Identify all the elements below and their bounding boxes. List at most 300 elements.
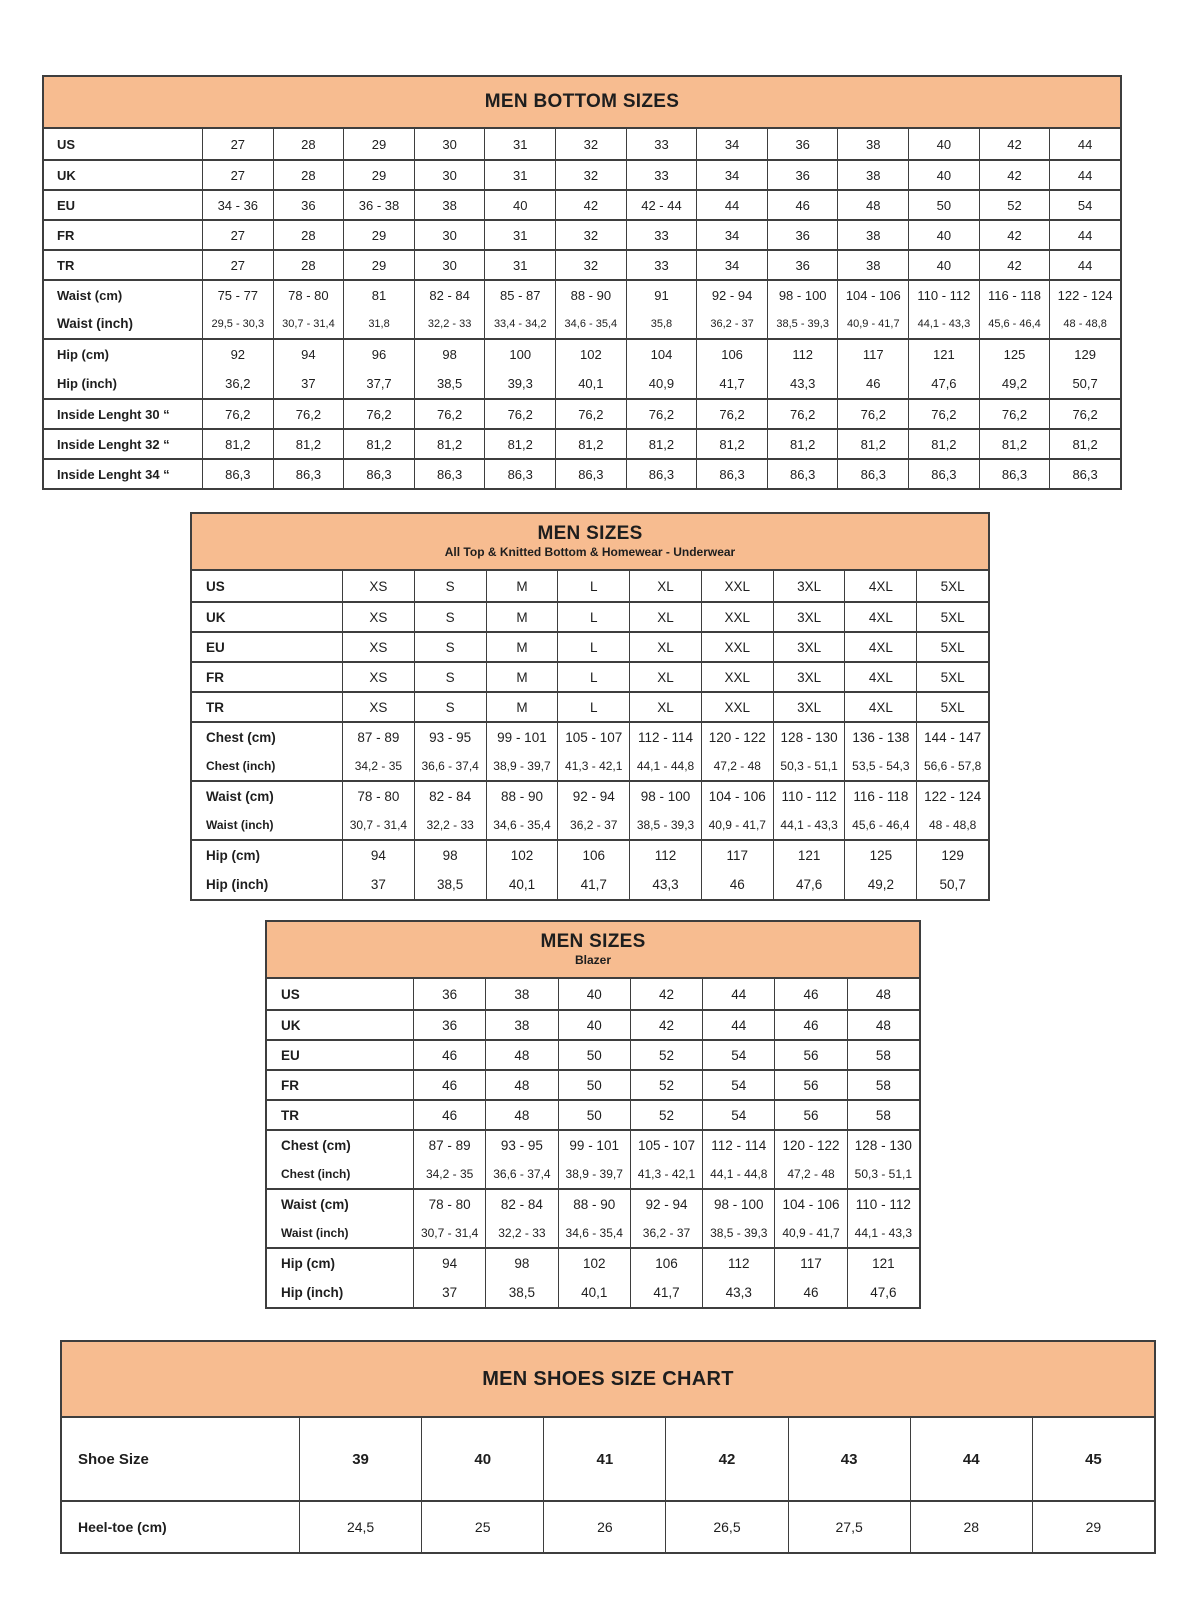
value-cell: 45,6 - 46,4: [979, 309, 1050, 338]
value-cell: 36: [767, 221, 838, 249]
table-title: MEN SIZES: [537, 522, 643, 544]
row-label: UK: [281, 1017, 301, 1033]
value-cell: 33: [626, 251, 697, 279]
value-cell: 27: [202, 161, 273, 189]
row-label: Chest (cm): [281, 1137, 351, 1153]
value-cell: 3XL: [773, 663, 845, 691]
value-cell: 112 - 114: [702, 1131, 774, 1159]
value-cell: 112 - 114: [629, 723, 701, 751]
value-cell: 41,7: [696, 368, 767, 398]
value-cell: 99 - 101: [486, 723, 558, 751]
value-cell: 81,2: [626, 430, 697, 458]
value-cell: 3XL: [773, 571, 845, 601]
value-cell: 58: [847, 1101, 919, 1129]
value-cell: S: [414, 603, 486, 631]
table-row: [192, 780, 988, 810]
value-cell: XS: [342, 603, 414, 631]
value-cell: 36,2: [202, 368, 273, 398]
value-cell: 128 - 130: [847, 1131, 919, 1159]
value-cell: 48: [485, 1101, 557, 1129]
value-cell: 76,2: [979, 400, 1050, 428]
table-row: [44, 398, 1120, 428]
value-cell: 36: [767, 251, 838, 279]
value-cell: 34,2 - 35: [413, 1159, 485, 1188]
value-cell: XXL: [701, 571, 773, 601]
value-cell: 29: [343, 251, 414, 279]
value-cell: 29: [343, 161, 414, 189]
value-cell: 112: [702, 1249, 774, 1277]
table-row: [267, 1277, 919, 1307]
row-label: Inside Lenght 30 “: [57, 406, 170, 422]
value-cell: 41,3 - 42,1: [557, 751, 629, 780]
value-cell: 94: [413, 1249, 485, 1277]
value-cell: 50,7: [916, 869, 988, 899]
value-cell: 81,2: [202, 430, 273, 458]
value-cell: 92 - 94: [557, 782, 629, 810]
value-cell: 36: [413, 979, 485, 1009]
value-cell: 44: [910, 1418, 1032, 1500]
value-cell: 34: [696, 251, 767, 279]
value-cell: 38,9 - 39,7: [558, 1159, 630, 1188]
value-cell: 47,6: [773, 869, 845, 899]
value-cell: 86,3: [626, 460, 697, 488]
value-cell: 32,2 - 33: [414, 309, 485, 338]
value-cell: S: [414, 663, 486, 691]
value-cell: 81,2: [1049, 430, 1120, 458]
value-cell: 42: [665, 1418, 787, 1500]
table-body: [44, 129, 1120, 488]
value-cell: XXL: [701, 633, 773, 661]
value-cell: M: [486, 663, 558, 691]
value-cell: 38,5 - 39,3: [629, 810, 701, 839]
value-cell: 120 - 122: [774, 1131, 846, 1159]
value-cell: L: [557, 633, 629, 661]
value-cell: 82 - 84: [414, 281, 485, 309]
value-cell: 34,6 - 35,4: [555, 309, 626, 338]
value-cell: 78 - 80: [273, 281, 344, 309]
table-title: MEN BOTTOM SIZES: [484, 91, 680, 113]
value-cell: 129: [1049, 340, 1120, 368]
value-cell: 33: [626, 161, 697, 189]
row-label: Waist (inch): [57, 316, 133, 331]
value-cell: 38,5: [414, 368, 485, 398]
row-label: Waist (inch): [206, 817, 274, 832]
table-row: [267, 1159, 919, 1188]
value-cell: XXL: [701, 693, 773, 721]
value-cell: 76,2: [273, 400, 344, 428]
value-cell: 5XL: [916, 633, 988, 661]
row-label: Waist (cm): [281, 1196, 349, 1212]
value-cell: 102: [555, 340, 626, 368]
value-cell: 44,1 - 44,8: [702, 1159, 774, 1188]
value-cell: 116 - 118: [844, 782, 916, 810]
value-cell: 42: [979, 251, 1050, 279]
value-cell: L: [557, 663, 629, 691]
value-cell: M: [486, 633, 558, 661]
value-cell: 4XL: [844, 633, 916, 661]
value-cell: 40: [421, 1418, 543, 1500]
value-cell: 40: [558, 979, 630, 1009]
value-cell: 48: [847, 979, 919, 1009]
value-cell: 40: [558, 1011, 630, 1039]
value-cell: 32: [555, 251, 626, 279]
value-cell: 50,3 - 51,1: [847, 1159, 919, 1188]
value-cell: 47,6: [908, 368, 979, 398]
table-row: [62, 1500, 1154, 1552]
value-cell: 5XL: [916, 693, 988, 721]
value-cell: 56: [774, 1041, 846, 1069]
value-cell: 39,3: [484, 368, 555, 398]
value-cell: 29,5 - 30,3: [202, 309, 273, 338]
value-cell: 38,5 - 39,3: [702, 1218, 774, 1247]
value-cell: 32,2 - 33: [414, 810, 486, 839]
value-cell: 58: [847, 1071, 919, 1099]
value-cell: 52: [630, 1071, 702, 1099]
value-cell: XXL: [701, 603, 773, 631]
value-cell: 43,3: [629, 869, 701, 899]
value-cell: 46: [774, 979, 846, 1009]
value-cell: 52: [630, 1101, 702, 1129]
value-cell: 34,6 - 35,4: [486, 810, 558, 839]
value-cell: 44,1 - 43,3: [908, 309, 979, 338]
value-cell: 37: [342, 869, 414, 899]
value-cell: 121: [847, 1249, 919, 1277]
table-row: [44, 458, 1120, 488]
value-cell: 38: [485, 979, 557, 1009]
row-label: FR: [206, 669, 224, 685]
value-cell: 116 - 118: [979, 281, 1050, 309]
value-cell: 112: [629, 841, 701, 869]
value-cell: 38,5: [414, 869, 486, 899]
value-cell: 76,2: [1049, 400, 1120, 428]
value-cell: L: [557, 603, 629, 631]
value-cell: 110 - 112: [773, 782, 845, 810]
table-title: MEN SIZES: [540, 930, 646, 952]
table-men-shoes-size-chart: [60, 1340, 1156, 1554]
value-cell: 42: [630, 979, 702, 1009]
value-cell: 38: [485, 1011, 557, 1039]
table-row: [44, 249, 1120, 279]
value-cell: 42: [979, 129, 1050, 159]
value-cell: 31,8: [343, 309, 414, 338]
table-row: [192, 661, 988, 691]
row-label: Hip (cm): [57, 346, 109, 362]
value-cell: 76,2: [414, 400, 485, 428]
value-cell: 56: [774, 1101, 846, 1129]
value-cell: 4XL: [844, 663, 916, 691]
row-label: FR: [57, 227, 75, 243]
table-header: [192, 514, 988, 571]
value-cell: 28: [910, 1502, 1032, 1552]
value-cell: 28: [273, 161, 344, 189]
value-cell: 54: [702, 1071, 774, 1099]
table-body: [192, 571, 988, 899]
value-cell: 34: [696, 129, 767, 159]
table-row: [192, 869, 988, 899]
value-cell: 100: [484, 340, 555, 368]
value-cell: 26,5: [665, 1502, 787, 1552]
value-cell: 30,7 - 31,4: [413, 1218, 485, 1247]
row-label: Inside Lenght 32 “: [57, 436, 170, 452]
value-cell: 76,2: [908, 400, 979, 428]
value-cell: 28: [273, 129, 344, 159]
value-cell: 86,3: [273, 460, 344, 488]
value-cell: 44: [1049, 221, 1120, 249]
value-cell: 81,2: [273, 430, 344, 458]
value-cell: 104: [626, 340, 697, 368]
value-cell: 38,9 - 39,7: [486, 751, 558, 780]
value-cell: 92 - 94: [696, 281, 767, 309]
value-cell: 32,2 - 33: [485, 1218, 557, 1247]
value-cell: XS: [342, 571, 414, 601]
value-cell: 42 - 44: [626, 191, 697, 219]
value-cell: 99 - 101: [558, 1131, 630, 1159]
table-header: [267, 922, 919, 979]
value-cell: 38: [837, 161, 908, 189]
value-cell: 94: [342, 841, 414, 869]
value-cell: 98: [414, 841, 486, 869]
value-cell: 46: [413, 1101, 485, 1129]
value-cell: 49,2: [844, 869, 916, 899]
row-label: TR: [206, 699, 224, 715]
value-cell: 43: [788, 1418, 910, 1500]
table-row: [267, 1188, 919, 1218]
value-cell: XXL: [701, 663, 773, 691]
value-cell: 36: [767, 129, 838, 159]
value-cell: 41: [543, 1418, 665, 1500]
value-cell: 40: [908, 251, 979, 279]
value-cell: M: [486, 603, 558, 631]
value-cell: 37: [413, 1277, 485, 1307]
value-cell: 44: [1049, 251, 1120, 279]
value-cell: 33,4 - 34,2: [484, 309, 555, 338]
value-cell: 48: [837, 191, 908, 219]
value-cell: 30: [414, 129, 485, 159]
value-cell: 40: [484, 191, 555, 219]
value-cell: 47,2 - 48: [701, 751, 773, 780]
value-cell: XS: [342, 633, 414, 661]
value-cell: 25: [421, 1502, 543, 1552]
value-cell: 105 - 107: [557, 723, 629, 751]
value-cell: 81,2: [555, 430, 626, 458]
value-cell: 40: [908, 129, 979, 159]
value-cell: 87 - 89: [413, 1131, 485, 1159]
value-cell: 102: [486, 841, 558, 869]
value-cell: 86,3: [837, 460, 908, 488]
value-cell: 40,1: [486, 869, 558, 899]
row-label: US: [57, 136, 76, 152]
value-cell: S: [414, 571, 486, 601]
row-label: EU: [206, 639, 225, 655]
value-cell: 75 - 77: [202, 281, 273, 309]
value-cell: M: [486, 571, 558, 601]
value-cell: 4XL: [844, 571, 916, 601]
value-cell: 125: [979, 340, 1050, 368]
value-cell: 5XL: [916, 663, 988, 691]
value-cell: 86,3: [767, 460, 838, 488]
row-label: TR: [57, 257, 75, 273]
value-cell: 128 - 130: [773, 723, 845, 751]
value-cell: 30: [414, 161, 485, 189]
value-cell: 120 - 122: [701, 723, 773, 751]
value-cell: 81,2: [908, 430, 979, 458]
value-cell: 36,6 - 37,4: [485, 1159, 557, 1188]
value-cell: 98 - 100: [767, 281, 838, 309]
value-cell: 76,2: [484, 400, 555, 428]
table-row: [192, 721, 988, 751]
value-cell: 32: [555, 129, 626, 159]
value-cell: 30: [414, 251, 485, 279]
value-cell: 38: [837, 221, 908, 249]
value-cell: 34 - 36: [202, 191, 273, 219]
value-cell: 121: [773, 841, 845, 869]
value-cell: 44: [1049, 129, 1120, 159]
value-cell: 81,2: [696, 430, 767, 458]
value-cell: 44,1 - 43,3: [847, 1218, 919, 1247]
value-cell: 27,5: [788, 1502, 910, 1552]
value-cell: 36: [767, 161, 838, 189]
value-cell: 98 - 100: [702, 1190, 774, 1218]
table-row: [44, 368, 1120, 398]
table-row: [267, 1247, 919, 1277]
value-cell: 81,2: [837, 430, 908, 458]
value-cell: 78 - 80: [342, 782, 414, 810]
value-cell: 27: [202, 129, 273, 159]
value-cell: 43,3: [767, 368, 838, 398]
value-cell: 48 - 48,8: [916, 810, 988, 839]
value-cell: XL: [629, 603, 701, 631]
value-cell: 98 - 100: [629, 782, 701, 810]
value-cell: 41,3 - 42,1: [630, 1159, 702, 1188]
value-cell: 32: [555, 161, 626, 189]
value-cell: 40: [908, 221, 979, 249]
value-cell: 27: [202, 251, 273, 279]
value-cell: 54: [702, 1041, 774, 1069]
value-cell: 45,6 - 46,4: [844, 810, 916, 839]
table-row: [44, 279, 1120, 309]
value-cell: 88 - 90: [486, 782, 558, 810]
value-cell: 106: [696, 340, 767, 368]
value-cell: 52: [979, 191, 1050, 219]
value-cell: 34,2 - 35: [342, 751, 414, 780]
value-cell: 105 - 107: [630, 1131, 702, 1159]
value-cell: 86,3: [202, 460, 273, 488]
value-cell: 82 - 84: [485, 1190, 557, 1218]
value-cell: 94: [273, 340, 344, 368]
value-cell: 76,2: [837, 400, 908, 428]
value-cell: 40: [908, 161, 979, 189]
value-cell: 39: [299, 1418, 421, 1500]
value-cell: 42: [630, 1011, 702, 1039]
value-cell: 81: [343, 281, 414, 309]
row-label: Hip (cm): [206, 847, 260, 863]
value-cell: 53,5 - 54,3: [844, 751, 916, 780]
value-cell: 5XL: [916, 603, 988, 631]
row-label: Chest (inch): [281, 1166, 351, 1181]
value-cell: 117: [837, 340, 908, 368]
value-cell: 88 - 90: [558, 1190, 630, 1218]
value-cell: 48: [485, 1071, 557, 1099]
value-cell: 5XL: [916, 571, 988, 601]
value-cell: 3XL: [773, 603, 845, 631]
table-row: [192, 571, 988, 601]
value-cell: 27: [202, 221, 273, 249]
value-cell: 86,3: [414, 460, 485, 488]
value-cell: 49,2: [979, 368, 1050, 398]
value-cell: S: [414, 693, 486, 721]
table-row: [192, 631, 988, 661]
row-label: Hip (inch): [281, 1284, 344, 1300]
row-label: Waist (cm): [206, 788, 274, 804]
value-cell: 40,9 - 41,7: [774, 1218, 846, 1247]
value-cell: 85 - 87: [484, 281, 555, 309]
value-cell: 46: [413, 1071, 485, 1099]
value-cell: 46: [774, 1277, 846, 1307]
value-cell: 125: [844, 841, 916, 869]
value-cell: 93 - 95: [414, 723, 486, 751]
row-label: TR: [281, 1107, 299, 1123]
value-cell: 88 - 90: [555, 281, 626, 309]
value-cell: 86,3: [343, 460, 414, 488]
value-cell: 48: [847, 1011, 919, 1039]
value-cell: 81,2: [414, 430, 485, 458]
value-cell: 86,3: [979, 460, 1050, 488]
value-cell: 122 - 124: [916, 782, 988, 810]
value-cell: 50: [558, 1071, 630, 1099]
table-row: [62, 1418, 1154, 1500]
value-cell: 86,3: [555, 460, 626, 488]
row-label: EU: [281, 1047, 300, 1063]
value-cell: 44,1 - 43,3: [773, 810, 845, 839]
value-cell: 40,9: [626, 368, 697, 398]
value-cell: 36: [273, 191, 344, 219]
value-cell: 42: [979, 161, 1050, 189]
table-row: [192, 601, 988, 631]
value-cell: XL: [629, 571, 701, 601]
value-cell: 52: [630, 1041, 702, 1069]
value-cell: 38,5: [485, 1277, 557, 1307]
value-cell: 34,6 - 35,4: [558, 1218, 630, 1247]
value-cell: 29: [1032, 1502, 1154, 1552]
value-cell: 31: [484, 129, 555, 159]
value-cell: 26: [543, 1502, 665, 1552]
value-cell: 76,2: [555, 400, 626, 428]
value-cell: 30,7 - 31,4: [273, 309, 344, 338]
table-row: [267, 1218, 919, 1247]
row-label: Heel-toe (cm): [78, 1519, 167, 1535]
table-title: MEN SHOES SIZE CHART: [482, 1367, 734, 1390]
value-cell: 50: [908, 191, 979, 219]
table-row: [267, 1069, 919, 1099]
value-cell: 122 - 124: [1049, 281, 1120, 309]
value-cell: 31: [484, 251, 555, 279]
value-cell: 44,1 - 44,8: [629, 751, 701, 780]
value-cell: 76,2: [202, 400, 273, 428]
value-cell: 48: [485, 1041, 557, 1069]
value-cell: XL: [629, 633, 701, 661]
value-cell: 47,6: [847, 1277, 919, 1307]
row-label: Chest (inch): [206, 758, 276, 773]
table-row: [267, 1129, 919, 1159]
value-cell: 46: [701, 869, 773, 899]
value-cell: 41,7: [557, 869, 629, 899]
value-cell: L: [557, 693, 629, 721]
value-cell: 46: [767, 191, 838, 219]
value-cell: 40,9 - 41,7: [701, 810, 773, 839]
value-cell: 34: [696, 161, 767, 189]
row-label: US: [281, 986, 300, 1002]
row-label: Shoe Size: [78, 1450, 149, 1468]
